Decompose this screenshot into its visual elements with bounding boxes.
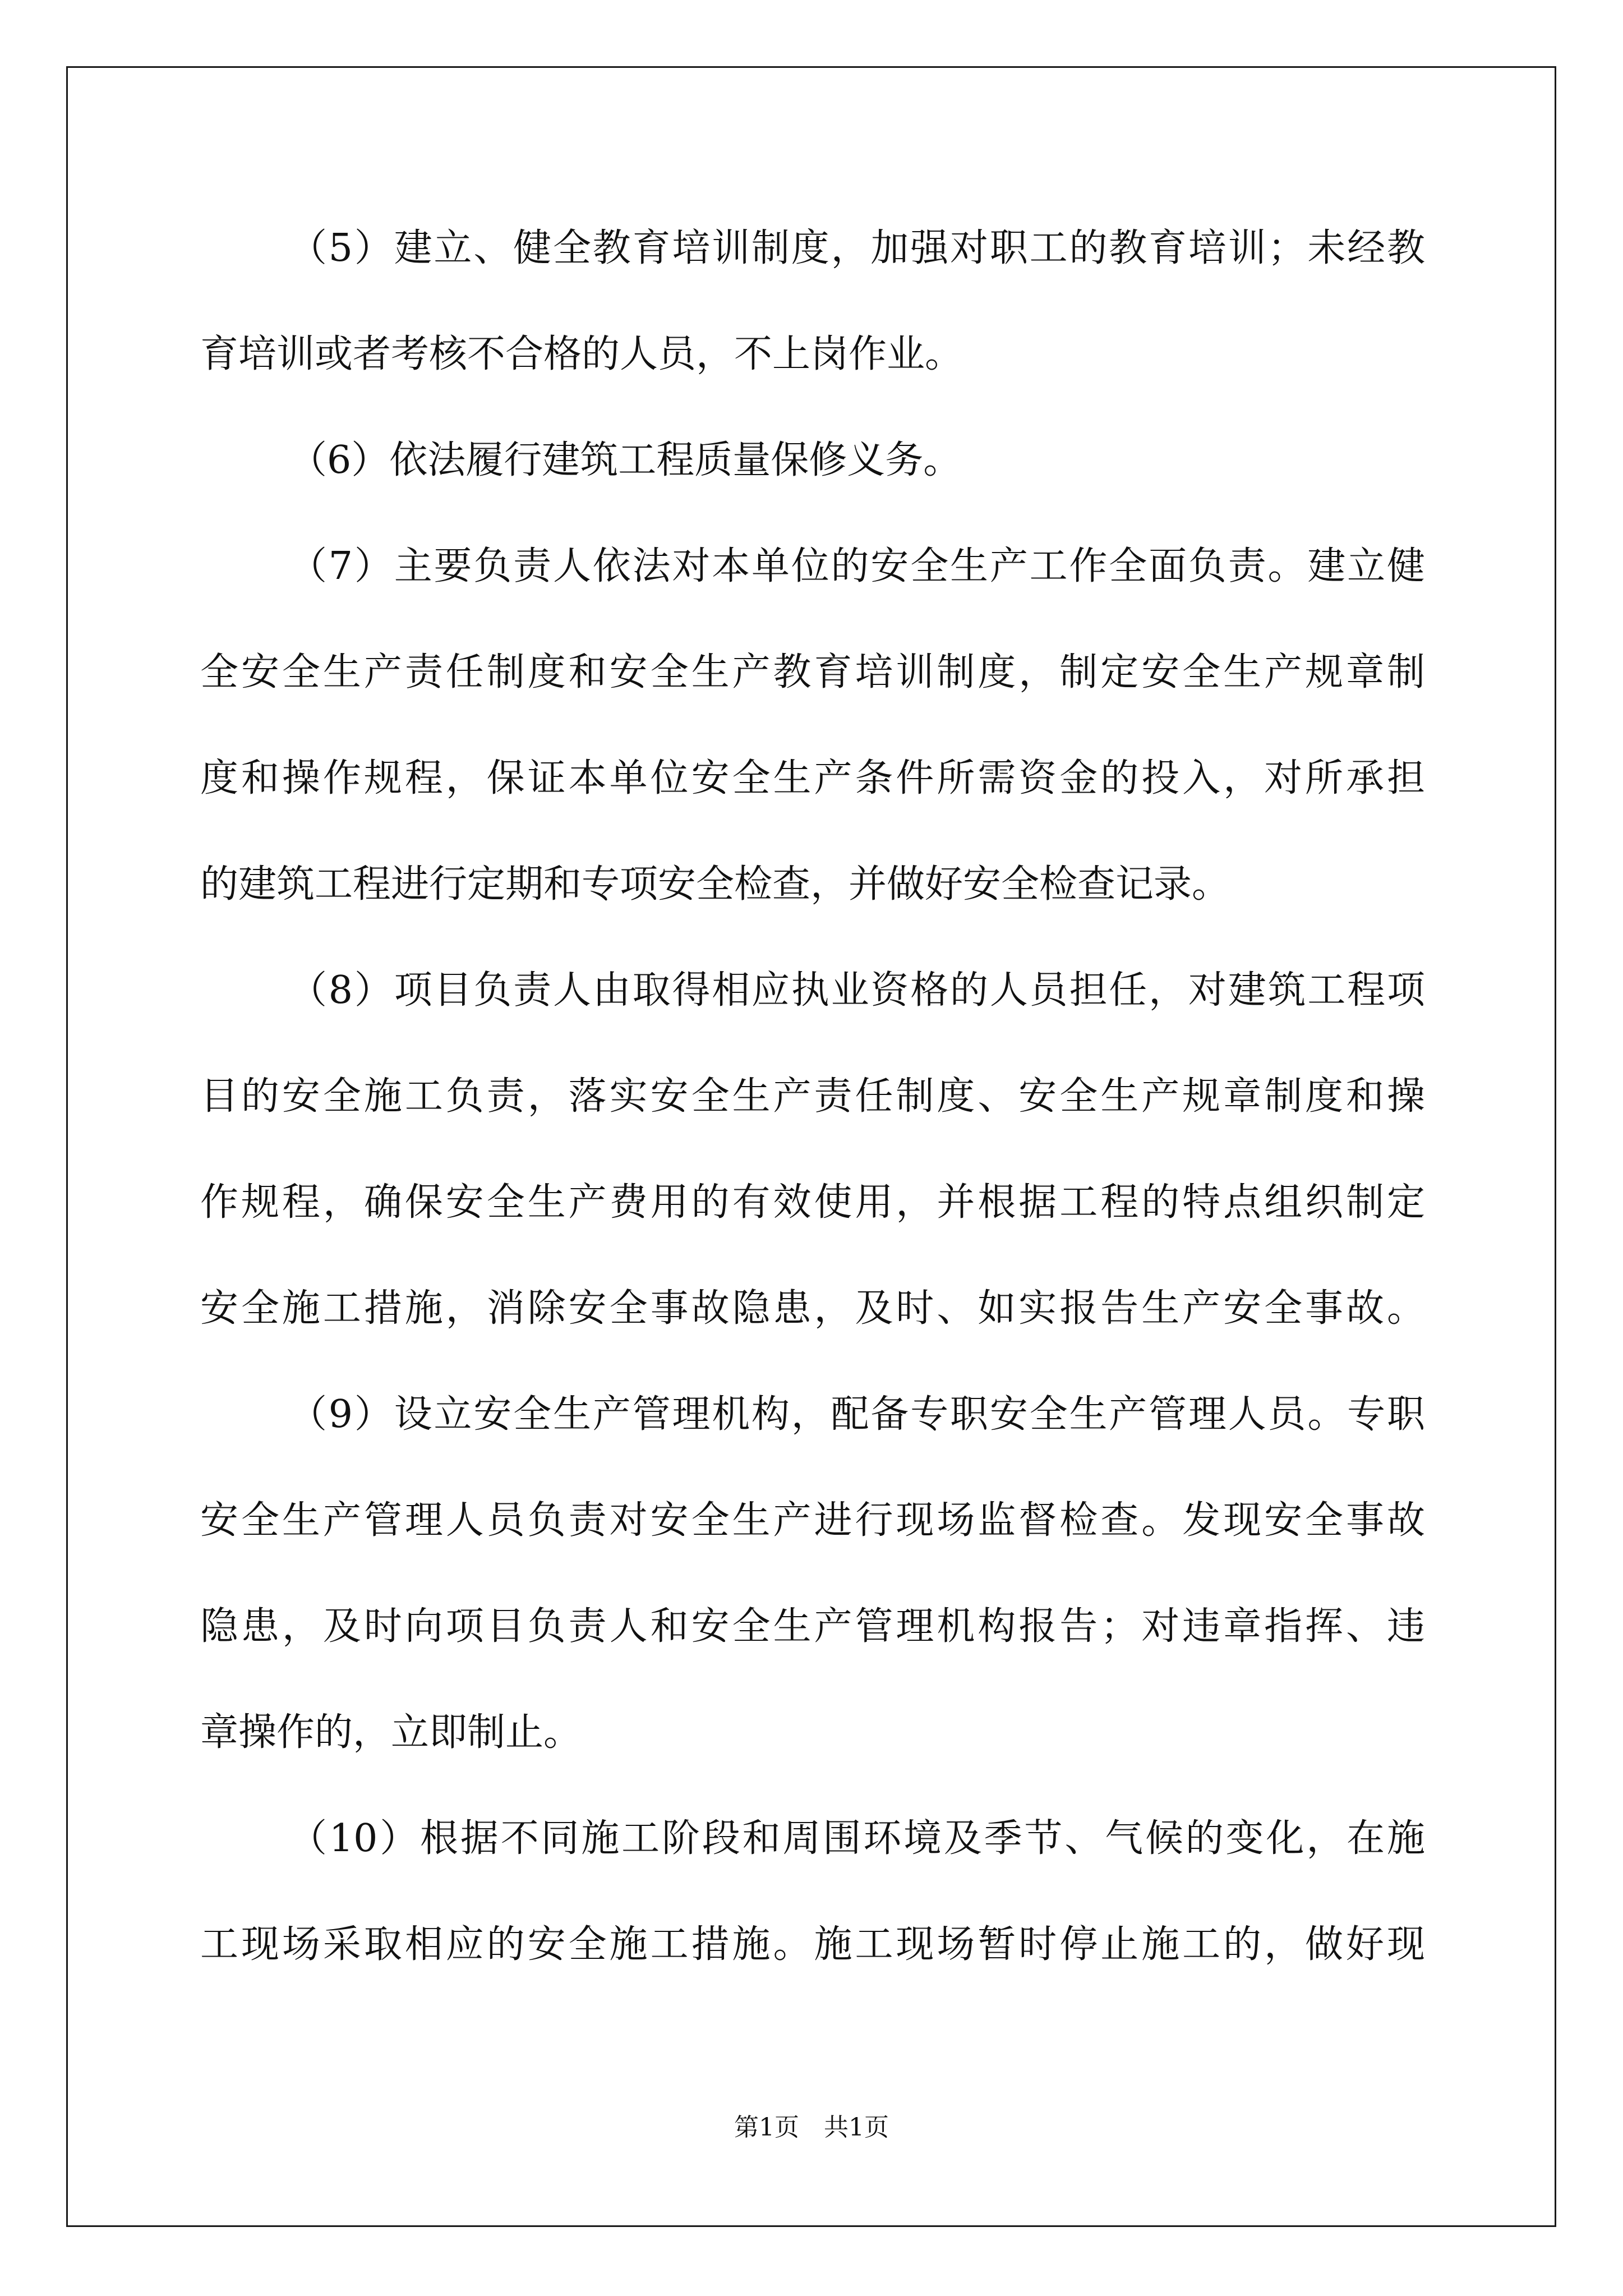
paragraph-line: （9）设立安全生产管理机构，配备专职安全生产管理人员。专职 [289, 1392, 1425, 1437]
paragraph-line: 工现场采取相应的安全施工措施。施工现场暂时停止施工的，做好现 [200, 1922, 1425, 1967]
paragraph-line: 的建筑工程进行定期和专项安全检查，并做好安全检查记录。 [200, 862, 1230, 907]
document-body [200, 224, 1425, 2027]
paragraph-line: 育培训或者考核不合格的人员，不上岗作业。 [200, 332, 963, 376]
paragraph-line: 安全施工措施，消除安全事故隐患，及时、如实报告生产安全事故。 [200, 1286, 1425, 1331]
paragraph-line: 全安全生产责任制度和安全生产教育培训制度，制定安全生产规章制 [200, 650, 1425, 694]
page-number-footer: 第1页 共1页 [734, 2113, 889, 2142]
paragraph-line: 度和操作规程，保证本单位安全生产条件所需资金的投入，对所承担 [200, 756, 1425, 800]
paragraph-line: （5）建立、健全教育培训制度，加强对职工的教育培训；未经教 [289, 226, 1425, 270]
paragraph-line: （7）主要负责人依法对本单位的安全生产工作全面负责。建立健 [289, 544, 1425, 588]
paragraph-line: 目的安全施工负责，落实安全生产责任制度、安全生产规章制度和操 [200, 1074, 1425, 1119]
paragraph-line: 安全生产管理人员负责对安全生产进行现场监督检查。发现安全事故 [200, 1498, 1425, 1543]
paragraph-line: （6）依法履行建筑工程质量保修义务。 [289, 438, 962, 482]
paragraph-line: 作规程，确保安全生产费用的有效使用，并根据工程的特点组织制定 [200, 1180, 1425, 1225]
paragraph-line: 章操作的，立即制止。 [200, 1710, 582, 1755]
paragraph-line: （8）项目负责人由取得相应执业资格的人员担任，对建筑工程项 [289, 968, 1425, 1013]
paragraph-line: （10）根据不同施工阶段和周围环境及季节、气候的变化，在施 [289, 1816, 1425, 1861]
paragraph-line: 隐患，及时向项目负责人和安全生产管理机构报告；对违章指挥、违 [200, 1604, 1425, 1649]
